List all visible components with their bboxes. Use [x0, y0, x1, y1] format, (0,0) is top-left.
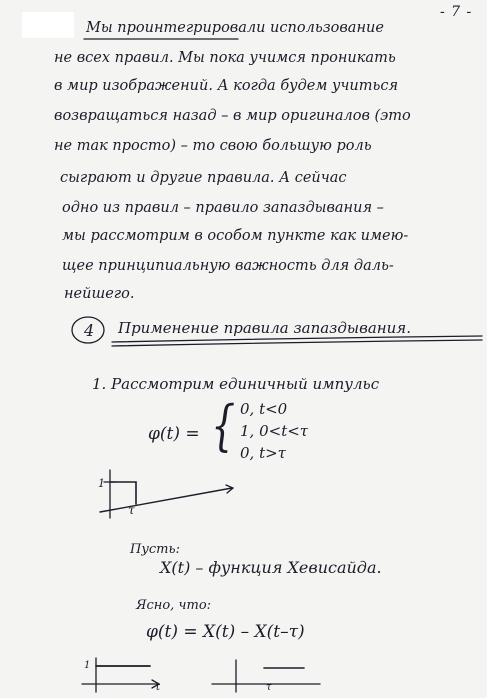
section-number: 4	[84, 321, 95, 340]
paragraph-line: нейшего.	[64, 286, 135, 302]
page-number: - 7 -	[440, 4, 473, 20]
graph1-label-one: 1	[98, 477, 105, 490]
paragraph-line: Мы проинтегрировали использование	[86, 20, 384, 36]
function-lhs: φ(t) =	[148, 424, 200, 444]
item-1-text: 1. Рассмотрим единичный импульс	[92, 375, 380, 393]
curly-brace: {	[211, 394, 236, 457]
paragraph-line: щее принципиальную важность для даль-	[62, 258, 394, 274]
identity-formula: φ(t) = X(t) – X(t–τ)	[146, 622, 305, 642]
paragraph-line: одно из правил – правило запаздывания –	[62, 200, 384, 216]
paragraph-line: в мир изображений. А когда будем учиться	[54, 78, 399, 94]
graph2-label-one: 1	[84, 660, 91, 671]
case-3: 0, t>τ	[240, 444, 286, 462]
section-number-circle	[72, 317, 104, 343]
paragraph-line: сыграют и другие правила. А сейчас	[60, 170, 347, 186]
paragraph-line: мы рассмотрим в особом пункте как имею-	[62, 228, 409, 244]
paragraph-line: не всех правил. Мы пока учимся проникать	[54, 50, 396, 66]
graph1-pulse	[110, 482, 136, 504]
case-1: 0, t<0	[240, 400, 288, 418]
heaviside-line: X(t) – функция Хевисайда.	[160, 558, 382, 577]
paragraph-line: не так просто) – то свою большую роль	[54, 138, 372, 154]
graph1-label-tau: τ	[128, 503, 135, 517]
case-2: 1, 0<t<τ	[240, 422, 309, 440]
let-text: Пусть:	[130, 542, 180, 557]
graph1-axis	[100, 488, 232, 512]
clear-text: Ясно, что:	[136, 598, 212, 613]
paragraph-line: возвращаться назад – в мир оригиналов (это	[54, 108, 411, 124]
section-title: Применение правила запаздывания.	[118, 319, 412, 337]
graph2-label-tau: τ	[266, 682, 272, 693]
graph2-label-t: t	[156, 682, 161, 693]
